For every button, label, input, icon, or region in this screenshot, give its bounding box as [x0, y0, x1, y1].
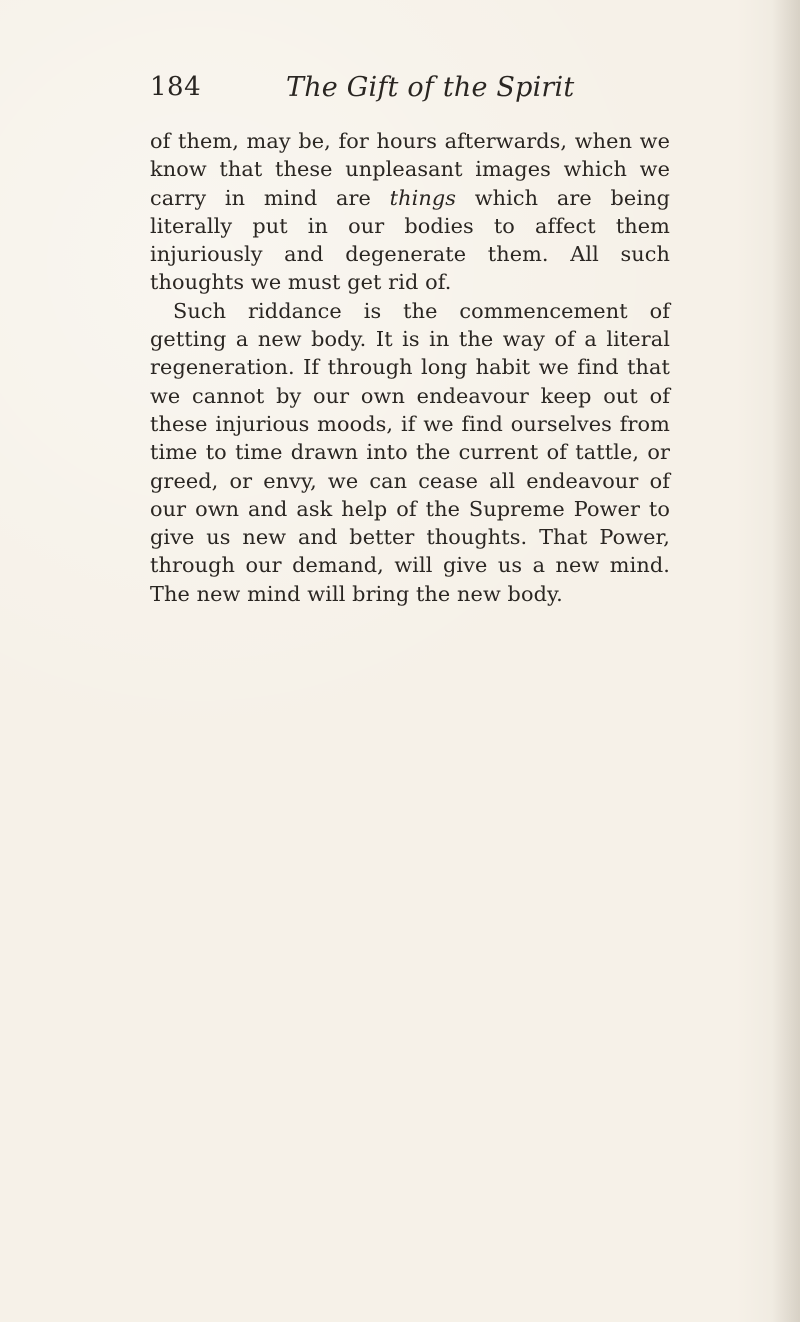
page-number: 184 [150, 72, 202, 102]
running-title: The Gift of the Spirit [286, 72, 575, 103]
paragraph-1-text-before-emphasis: of them, may be, for hours afterwards, when we know that these unpleasant images which we carry in mind are [150, 129, 670, 210]
main-text [150, 127, 670, 608]
page-edge-shadow [772, 0, 800, 1322]
paragraph-regeneration: Such riddance is the commencement of getting a new body. It is in the way of a literal regeneration. If through long habit we find that we cannot by our own endeavour keep out of these injurious moods, if we find ourselves from time to time drawn into the current of tattle, or greed, or envy, we can cease all endeavour of our own and ask help of the Supreme Power to give us new and better thoughts. That Power, through our demand, will give us a new mind. The new mind will bring the new body. [150, 298, 670, 606]
emphasized-word: things [389, 185, 457, 210]
paragraph-continued [150, 127, 670, 297]
paragraph-1-text-after-emphasis: which are being literally put in our bodies to affect them injuriously and degenerate them. All such thoughts we must get rid of. [150, 185, 670, 295]
page-header [150, 72, 670, 112]
